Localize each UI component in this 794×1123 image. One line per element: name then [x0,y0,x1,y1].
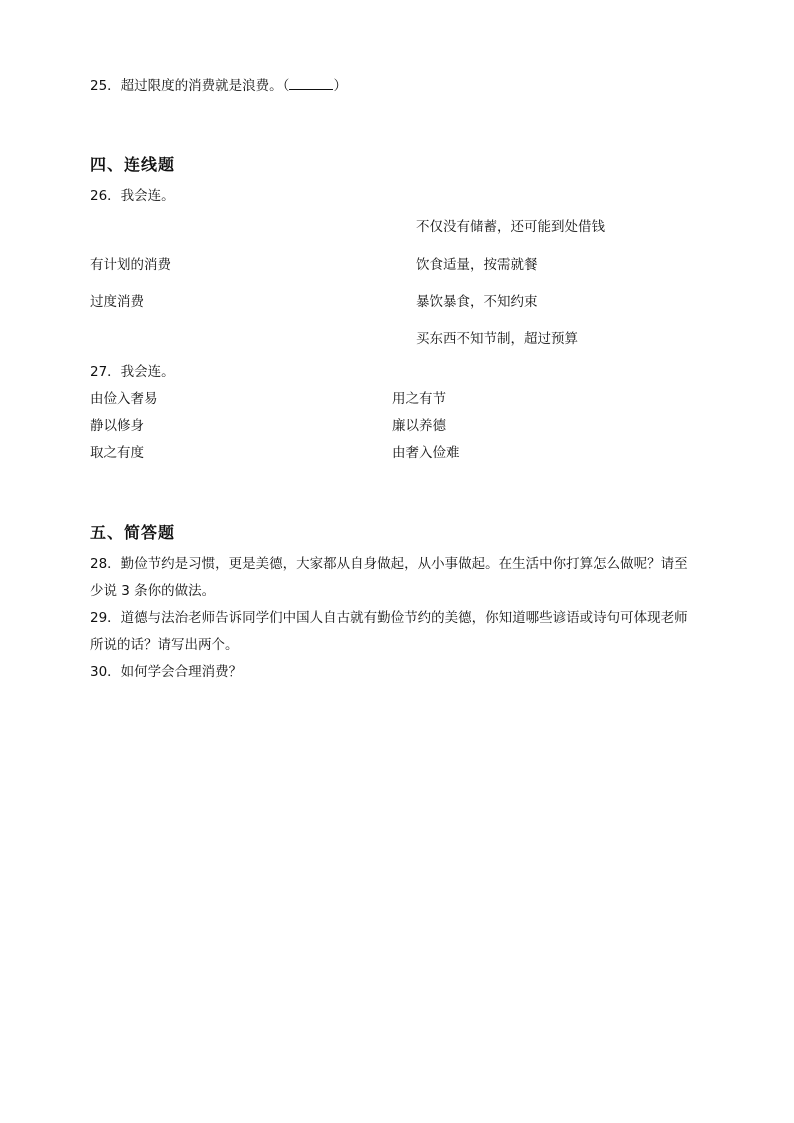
question-25-close: ） [333,78,347,94]
section-4-title: 四、连线题 [90,155,176,174]
q27-left-item-1: 由俭入奢易 [90,391,158,407]
question-29-line-2: 所说的话？请写出两个。 [90,637,239,653]
q26-right-item-1: 不仅没有储蓄，还可能到处借钱 [416,219,605,235]
q26-left-item-1: 有计划的消费 [90,257,171,273]
q27-right-item-2: 廉以养德 [392,418,446,434]
question-30: 30．如何学会合理消费？ [90,664,243,680]
q27-left-item-2: 静以修身 [90,418,144,434]
q26-right-item-3: 暴饮暴食，不知约束 [416,294,538,310]
answer-blank[interactable] [289,77,333,90]
question-27-prompt: 27．我会连。 [90,364,175,380]
q26-right-item-2: 饮食适量，按需就餐 [416,257,538,273]
q26-left-item-2: 过度消费 [90,294,144,310]
question-26-prompt: 26．我会连。 [90,188,175,204]
question-25-text: 25．超过限度的消费就是浪费。（ [90,78,290,94]
question-29-line-1: 29．道德与法治老师告诉同学们中国人自古就有勤俭节约的美德，你知道哪些谚语或诗句可体现老师 [90,610,688,626]
q26-right-item-4: 买东西不知节制，超过预算 [416,331,578,347]
question-28-line-2: 少说 3 条你的做法。 [90,583,216,599]
q27-right-item-1: 用之有节 [392,391,446,407]
question-25 [90,77,347,95]
question-28-line-1: 28．勤俭节约是习惯，更是美德，大家都从自身做起，从小事做起。在生活中你打算怎么做呢？请至 [90,556,688,572]
section-5-title: 五、简答题 [90,523,176,542]
q27-right-item-3: 由奢入俭难 [392,445,460,461]
q27-left-item-3: 取之有度 [90,445,144,461]
